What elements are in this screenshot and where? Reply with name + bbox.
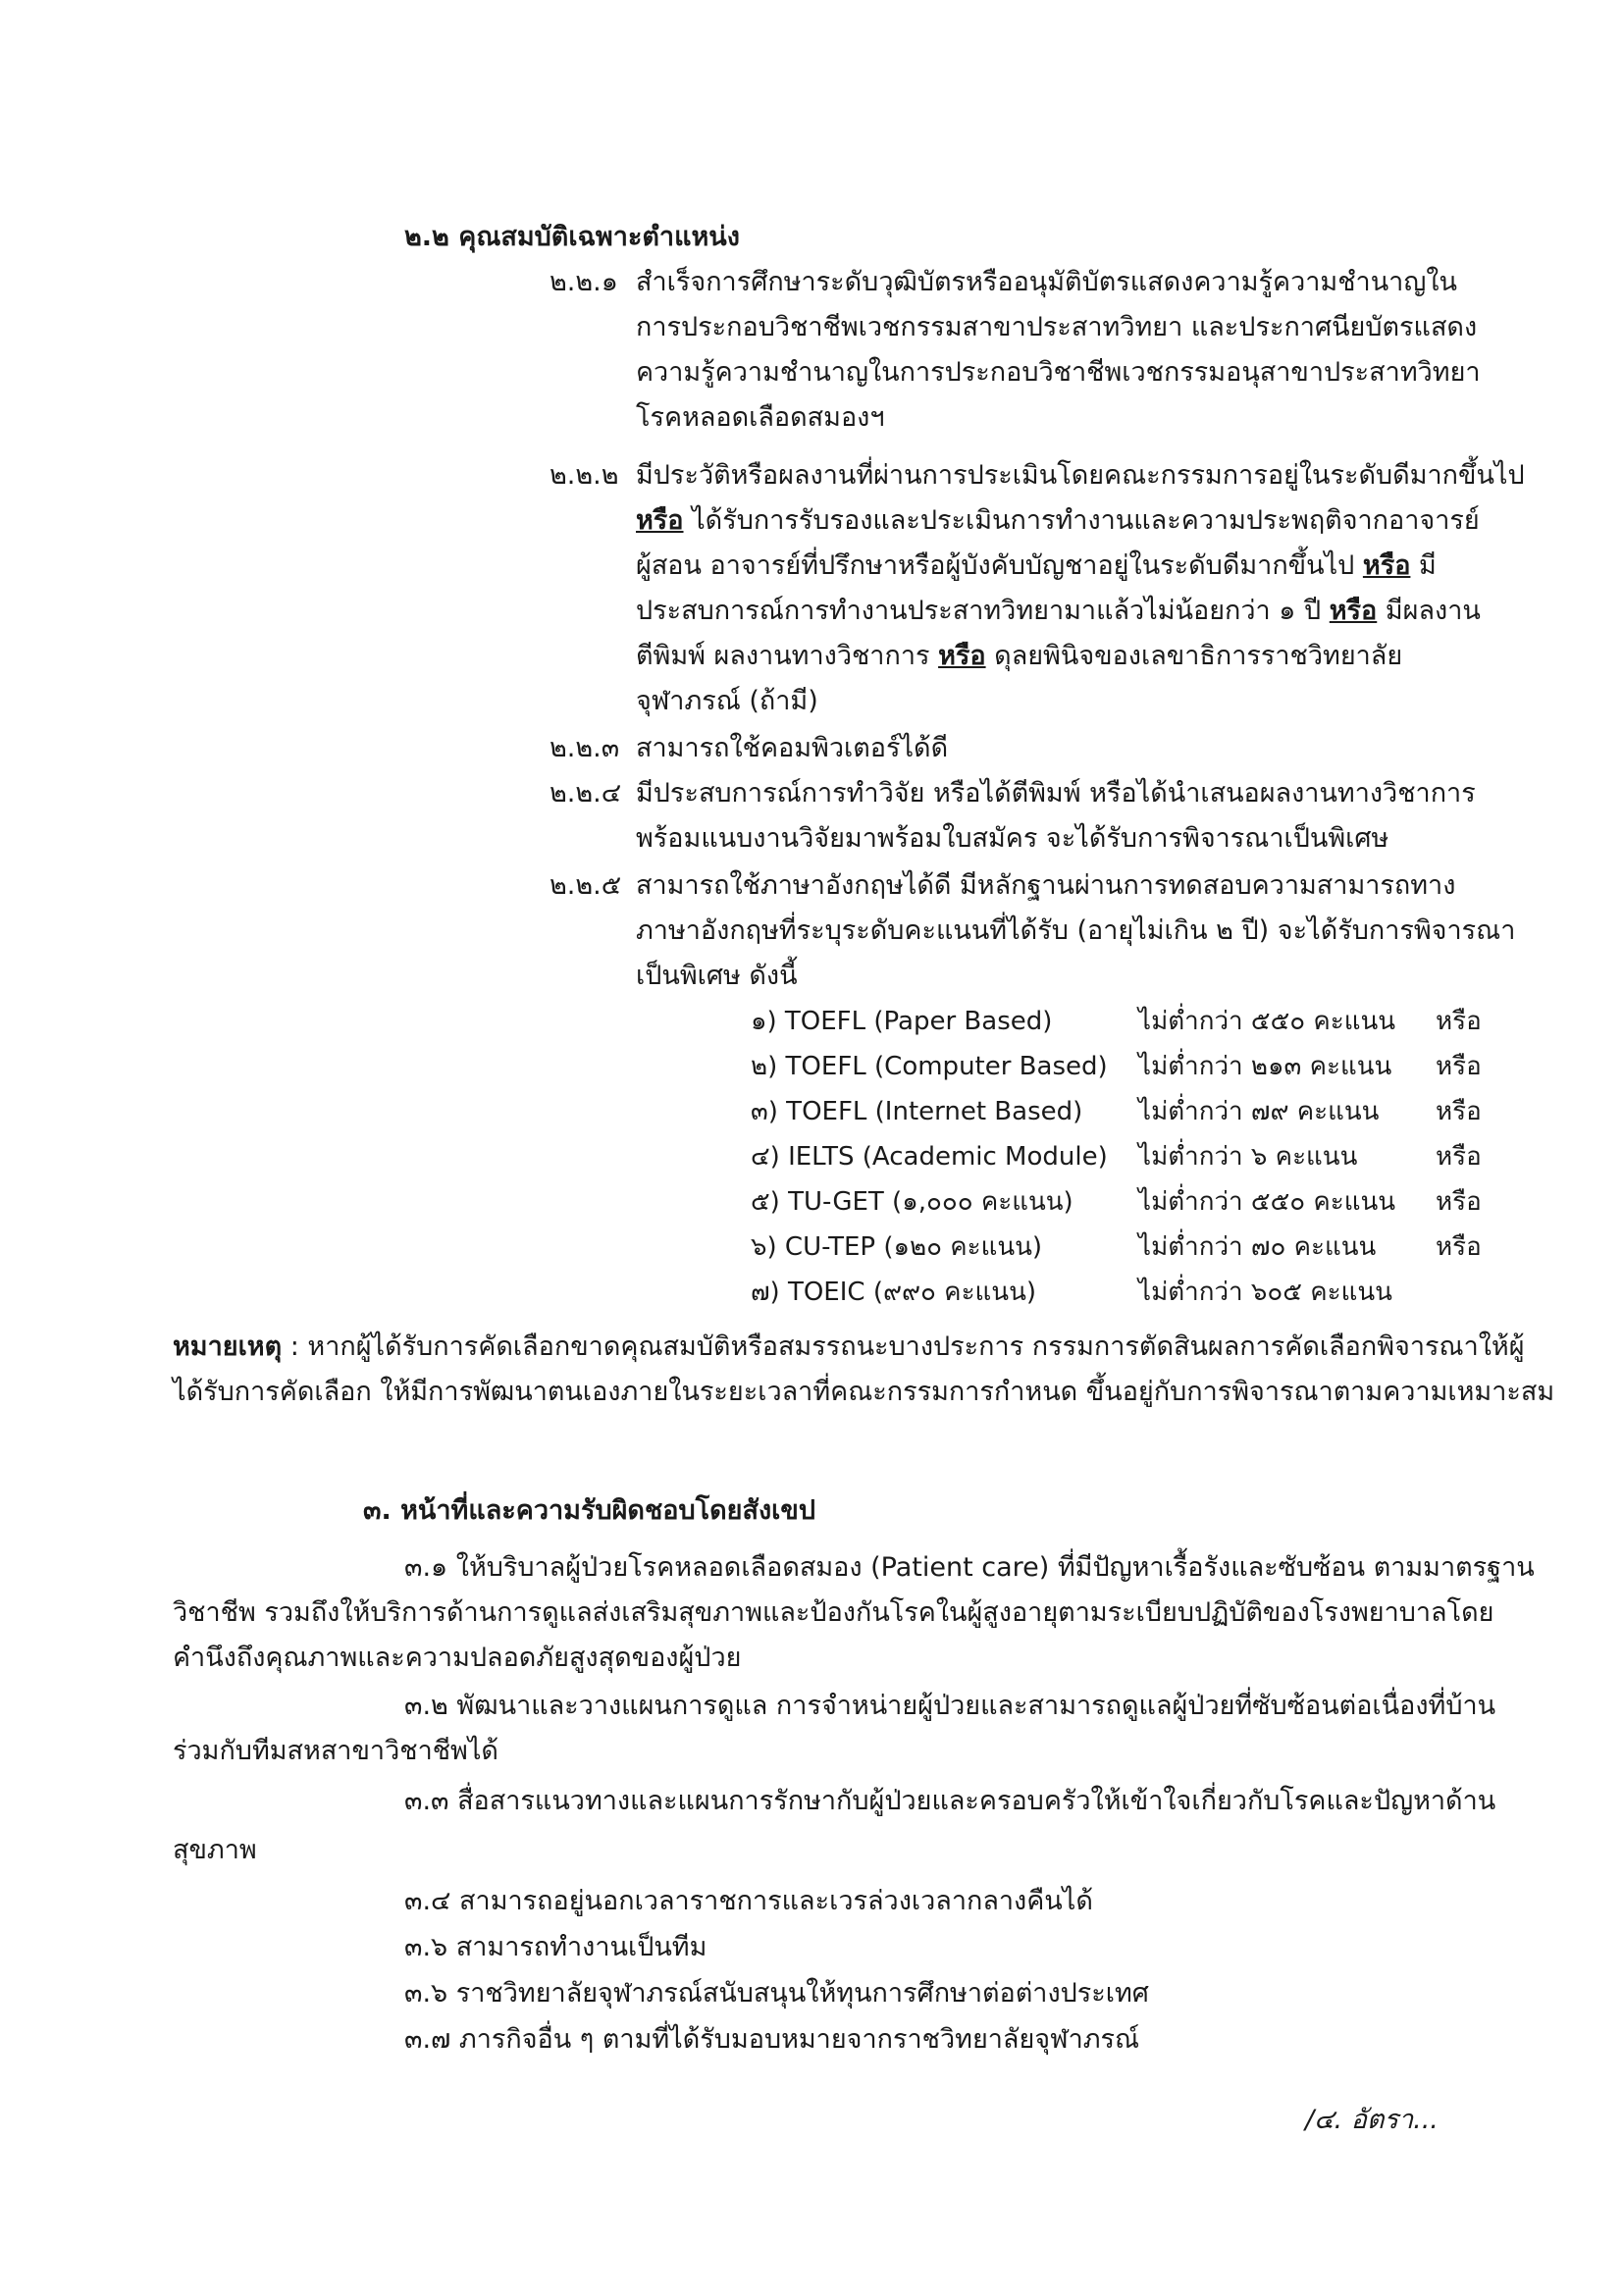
item-2-2-5-line: เป็นพิเศษ ดังนี้ bbox=[636, 961, 798, 991]
duty-item: ๓.๖ สามารถทำงานเป็นทีม bbox=[404, 1932, 707, 1962]
test-or: หรือ bbox=[1436, 1052, 1482, 1081]
item-2-2-3-line: สามารถใช้คอมพิวเตอร์ได้ดี bbox=[636, 733, 949, 763]
item-2-2-5-number: ๒.๒.๕ bbox=[550, 870, 622, 901]
test-name: ๕) TU-GET (๑,๐๐๐ คะแนน) bbox=[751, 1187, 1073, 1217]
test-or: หรือ bbox=[1436, 1007, 1482, 1036]
duty-paragraph-line: ๓.๒ พัฒนาและวางแผนการดูแล การจำหน่ายผู้ป่วยและสามารถดูแลผู้ป่วยที่ซับซ้อนต่อเนื่องที่บ้าน bbox=[404, 1691, 1496, 1721]
note-label: หมายเหตุ bbox=[173, 1331, 283, 1362]
item-2-2-4-number: ๒.๒.๔ bbox=[550, 778, 622, 809]
test-minimum-score: ไม่ต่ำกว่า ๖ คะแนน bbox=[1138, 1142, 1358, 1172]
test-minimum-score: ไม่ต่ำกว่า ๗๙ คะแนน bbox=[1138, 1097, 1380, 1126]
duty-paragraph-line: สุขภาพ bbox=[173, 1835, 257, 1865]
item-2-2-4-line: พร้อมแนบงานวิจัยมาพร้อมใบสมัคร จะได้รับการพิจารณาเป็นพิเศษ bbox=[636, 823, 1389, 854]
test-or: หรือ bbox=[1436, 1187, 1482, 1217]
test-name: ๗) TOEIC (๙๙๐ คะแนน) bbox=[751, 1278, 1036, 1307]
test-minimum-score: ไม่ต่ำกว่า ๕๕๐ คะแนน bbox=[1138, 1007, 1396, 1036]
item-2-2-4-line: มีประสบการณ์การทำวิจัย หรือได้ตีพิมพ์ หรือได้นำเสนอผลงานทางวิชาการ bbox=[636, 778, 1476, 809]
test-minimum-score: ไม่ต่ำกว่า ๕๕๐ คะแนน bbox=[1138, 1187, 1396, 1217]
test-minimum-score: ไม่ต่ำกว่า ๗๐ คะแนน bbox=[1138, 1232, 1377, 1262]
item-2-2-1-line: โรคหลอดเลือดสมองฯ bbox=[636, 402, 885, 433]
item-2-2-1-line: ความรู้ความชำนาญในการประกอบวิชาชีพเวชกรรมอนุสาขาประสาทวิทยา bbox=[636, 357, 1481, 388]
test-or: หรือ bbox=[1436, 1097, 1482, 1126]
page-continuation: /๔. อัตรา... bbox=[1305, 2105, 1439, 2135]
or-emphasis: หรือ bbox=[938, 641, 986, 671]
item-2-2-1-line: สำเร็จการศึกษาระดับวุฒิบัตรหรืออนุมัติบัตรแสดงความรู้ความชำนาญใน bbox=[636, 267, 1457, 297]
test-or: หรือ bbox=[1436, 1142, 1482, 1172]
item-2-2-1-number: ๒.๒.๑ bbox=[550, 267, 618, 297]
item-2-2-2-line: ประสบการณ์การทำงานประสาทวิทยามาแล้วไม่น้อยกว่า ๑ ปี หรือ มีผลงาน bbox=[636, 596, 1481, 626]
note-line: หมายเหตุ : หากผู้ได้รับการคัดเลือกขาดคุณสมบัติหรือสมรรถนะบางประการ กรรมการตัดสินผลการคัดเลือกพิจารณาให้ผู้ bbox=[173, 1331, 1525, 1362]
duty-item: ๓.๔ สามารถอยู่นอกเวลาราชการและเวรล่วงเวลากลางคืนได้ bbox=[404, 1886, 1093, 1916]
test-or: หรือ bbox=[1436, 1232, 1482, 1262]
section-2-2-heading: ๒.๒ คุณสมบัติเฉพาะตำแหน่ง bbox=[404, 222, 740, 252]
item-2-2-2-line: ตีพิมพ์ ผลงานทางวิชาการ หรือ ดุลยพินิจของเลขาธิการราชวิทยาลัย bbox=[636, 641, 1403, 671]
item-2-2-2-line: จุฬาภรณ์ (ถ้ามี) bbox=[636, 686, 818, 716]
test-minimum-score: ไม่ต่ำกว่า ๒๑๓ คะแนน bbox=[1138, 1052, 1392, 1081]
item-2-2-5-line: ภาษาอังกฤษที่ระบุระดับคะแนนที่ได้รับ (อายุไม่เกิน ๒ ปี) จะได้รับการพิจารณา bbox=[636, 915, 1516, 946]
duty-paragraph-line: ร่วมกับทีมสหสาขาวิชาชีพได้ bbox=[173, 1736, 498, 1766]
duty-paragraph-line: วิชาชีพ รวมถึงให้บริการด้านการดูแลส่งเสริมสุขภาพและป้องกันโรคในผู้สูงอายุตามระเบียบปฏิบัติของโรงพยาบาลโดย bbox=[173, 1597, 1494, 1628]
or-emphasis: หรือ bbox=[1362, 550, 1411, 581]
duty-paragraph-line: คำนึงถึงคุณภาพและความปลอดภัยสูงสุดของผู้ป่วย bbox=[173, 1643, 742, 1673]
item-2-2-2-number: ๒.๒.๒ bbox=[550, 460, 619, 491]
item-2-2-2-line: หรือ ได้รับการรับรองและประเมินการทำงานและความประพฤติจากอาจารย์ bbox=[636, 505, 1480, 536]
test-minimum-score: ไม่ต่ำกว่า ๖๐๕ คะแนน bbox=[1138, 1278, 1392, 1307]
item-2-2-2-line: มีประวัติหรือผลงานที่ผ่านการประเมินโดยคณะกรรมการอยู่ในระดับดีมากขึ้นไป bbox=[636, 460, 1525, 491]
or-emphasis: หรือ bbox=[636, 505, 684, 536]
item-2-2-3-number: ๒.๒.๓ bbox=[550, 733, 620, 763]
item-2-2-2-line: ผู้สอน อาจารย์ที่ปรึกษาหรือผู้บังคับบัญชาอยู่ในระดับดีมากขึ้นไป หรือ มี bbox=[636, 550, 1437, 581]
test-name: ๔) IELTS (Academic Module) bbox=[751, 1142, 1108, 1172]
item-2-2-5-line: สามารถใช้ภาษาอังกฤษได้ดี มีหลักฐานผ่านการทดสอบความสามารถทาง bbox=[636, 870, 1456, 901]
or-emphasis: หรือ bbox=[1329, 596, 1378, 626]
section-3-heading: ๓. หน้าที่และความรับผิดชอบโดยสังเขป bbox=[363, 1495, 815, 1526]
item-2-2-1-line: การประกอบวิชาชีพเวชกรรมสาขาประสาทวิทยา และประกาศนียบัตรแสดง bbox=[636, 312, 1478, 342]
test-name: ๓) TOEFL (Internet Based) bbox=[751, 1097, 1083, 1126]
note-line: ได้รับการคัดเลือก ให้มีการพัฒนาตนเองภายในระยะเวลาที่คณะกรรมการกำหนด ขึ้นอยู่กับการพิจารณาตามความเหมาะสม bbox=[173, 1377, 1555, 1407]
test-name: ๒) TOEFL (Computer Based) bbox=[751, 1052, 1108, 1081]
duty-item: ๓.๖ ราชวิทยาลัยจุฬาภรณ์สนับสนุนให้ทุนการศึกษาต่อต่างประเทศ bbox=[404, 1978, 1149, 2009]
test-name: ๑) TOEFL (Paper Based) bbox=[751, 1007, 1053, 1036]
duty-paragraph-line: ๓.๑ ให้บริบาลผู้ป่วยโรคหลอดเลือดสมอง (Patient care) ที่มีปัญหาเรื้อรังและซับซ้อน ตามมาตรฐาน bbox=[404, 1552, 1535, 1583]
duty-item: ๓.๗ ภารกิจอื่น ๆ ตามที่ได้รับมอบหมายจากราชวิทยาลัยจุฬาภรณ์ bbox=[404, 2024, 1140, 2055]
test-name: ๖) CU-TEP (๑๒๐ คะแนน) bbox=[751, 1232, 1043, 1262]
duty-paragraph-line: ๓.๓ สื่อสารแนวทางและแผนการรักษากับผู้ป่วยและครอบครัวให้เข้าใจเกี่ยวกับโรคและปัญหาด้าน bbox=[404, 1786, 1496, 1816]
